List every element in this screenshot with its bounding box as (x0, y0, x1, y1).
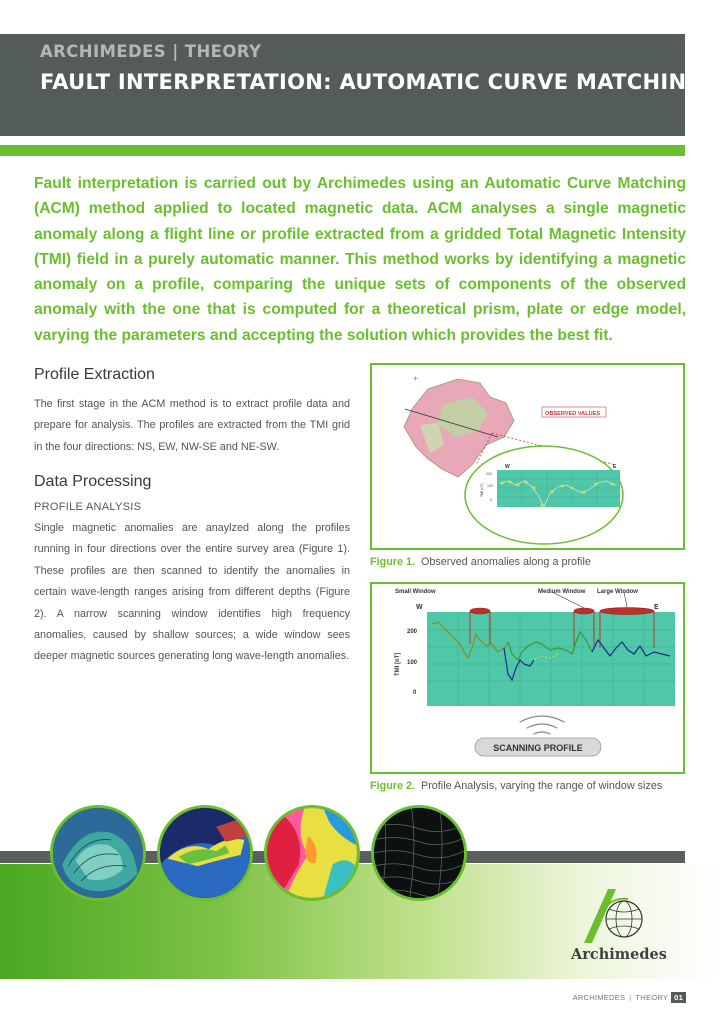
svg-text:W: W (416, 604, 423, 611)
svg-text:Medium Window: Medium Window (538, 589, 586, 595)
svg-text:Large Window: Large Window (597, 589, 638, 595)
data-processing-text: Single magnetic anomalies are anaylzed along the profiles running in four directions over the entire survey area (Figure 1). These profiles are then scanned to identify the anomalies in certain wave-length ranges arising from different depths (Figure 2). A narrow scanning window identifies high frequency anomalies, caused by shallow sources; a wide window sees deeper magnetic sources generating long wave-length anomalies. (34, 522, 350, 663)
heading-profile-extraction: Profile Extraction (34, 366, 155, 383)
svg-text:0: 0 (490, 498, 492, 502)
svg-text:200: 200 (486, 472, 492, 476)
svg-text:E: E (654, 604, 659, 611)
logo-wordmark: Archimedes (571, 946, 667, 963)
intro-paragraph: Fault interpretation is carried out by Archimedes using an Automatic Curve Matching (ACM) method applied to located magnetic data. ACM analyses a single magnetic anomaly along a flight line or profile extracted from a gridded Total Magnetic Intensity (TMI) field in a purely automatic manner. This method works by identifying a magnetic anomaly on a profile, comparing the unique sets of components of the observed anomaly with the one that is computed for a theoretical prism, plate or edge model, varying the parameters and accepting the solution which provides the best fit. (34, 175, 686, 344)
observed-values-label: OBSERVED VALUES (545, 411, 601, 417)
figure-1-caption: Figure 1. Observed anomalies along a profile (370, 556, 591, 568)
svg-text:0: 0 (413, 690, 417, 696)
page-footer: ARCHIMEDES | THEORY 01 (573, 992, 686, 1003)
svg-text:100: 100 (487, 484, 493, 488)
svg-text:100: 100 (407, 660, 418, 666)
svg-text:W: W (505, 464, 510, 470)
figure-2 (370, 582, 685, 774)
svg-text:TMI (nT): TMI (nT) (480, 483, 484, 497)
svg-text:+: + (413, 374, 418, 383)
figure-1-graphic (372, 365, 683, 548)
svg-text:Small Window: Small Window (395, 589, 436, 595)
figure-1 (370, 363, 685, 550)
header-subtitle: ARCHIMEDES | THEORY (40, 42, 262, 61)
profile-extraction-text: The first stage in the ACM method is to extract profile data and prepare for analysis. The profiles are extracted from the TMI grid in the four directions: NS, EW, NW-SE and NE-SW. (34, 398, 350, 453)
thumbnail-circle-2 (157, 805, 253, 901)
svg-text:E: E (613, 464, 617, 470)
page-title: FAULT INTERPRETATION: AUTOMATIC CURVE MATCHING (40, 70, 704, 94)
subheading-profile-analysis: PROFILE ANALYSIS (34, 501, 142, 513)
thumbnail-circle-1 (50, 805, 146, 901)
heading-data-processing: Data Processing (34, 473, 152, 490)
svg-text:TMI [nT]: TMI [nT] (395, 652, 401, 676)
page-number: 01 (671, 992, 686, 1003)
svg-text:200: 200 (407, 629, 418, 635)
header-accent-bar (0, 145, 685, 156)
figure-2-graphic (372, 584, 683, 772)
thumbnail-circle-4 (371, 805, 467, 901)
logo-mark (584, 889, 616, 943)
svg-text:SCANNING PROFILE: SCANNING PROFILE (493, 743, 583, 753)
figure-2-caption: Figure 2. Profile Analysis, varying the range of window sizes (370, 780, 663, 792)
thumbnail-circle-3 (264, 805, 360, 901)
